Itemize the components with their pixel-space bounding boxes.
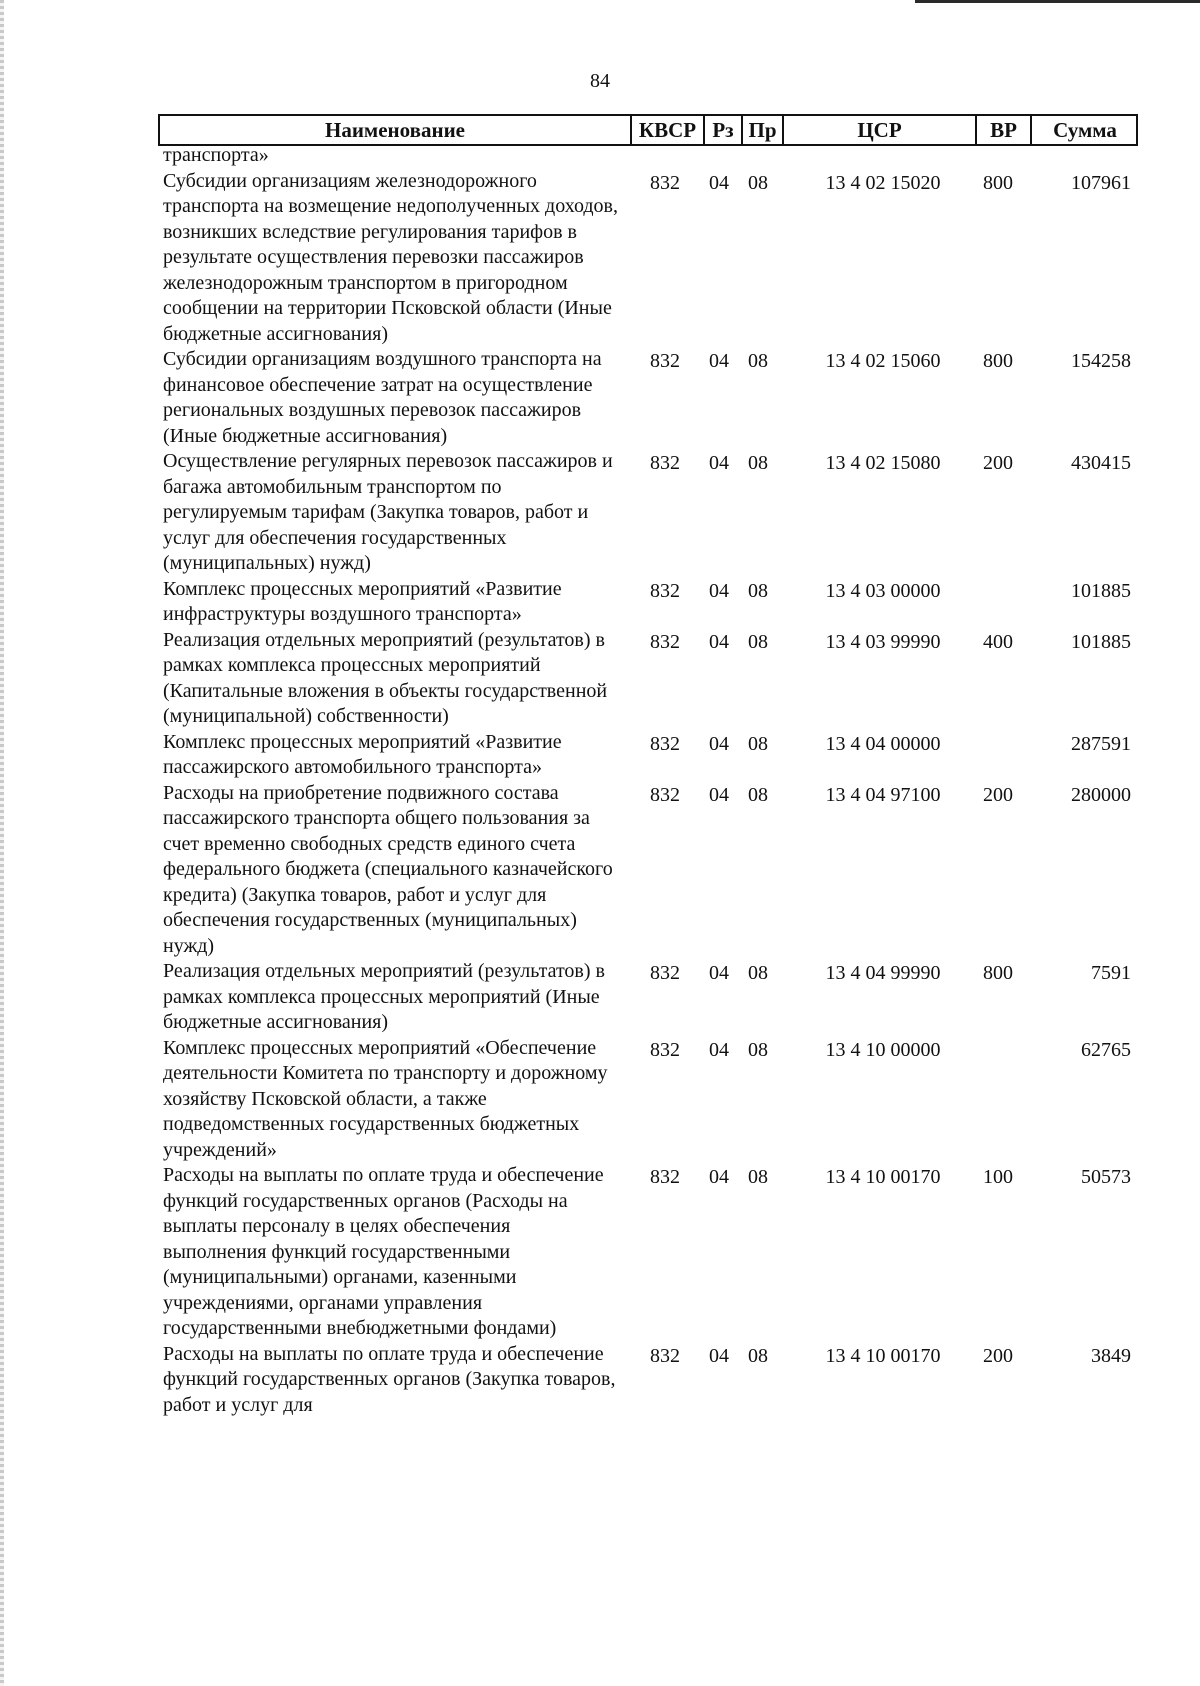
row-kvsr: 832 [650, 350, 680, 372]
row-name: Расходы на выплаты по оплате труда и обеспечение функций государственных органов (Закупка товаров, работ и услуг для [163, 1342, 616, 1416]
row-rz: 04 [709, 732, 729, 755]
table-row [163, 730, 1133, 781]
row-sum: 3849 [1091, 1344, 1131, 1367]
row-name: Реализация отдельных мероприятий (результатов) в рамках комплекса процессных мероприятий (Капитальные вложения в объекты государственной (муниципальной) собственности) [163, 628, 608, 727]
row-csr: 13 4 10 00000 [825, 1038, 941, 1061]
row-csr: 13 4 10 00170 [825, 1344, 941, 1367]
table-rows [163, 169, 1133, 1419]
row-sum: 101885 [1071, 630, 1131, 653]
row-kvsr: 832 [650, 1038, 680, 1061]
table-row [163, 169, 1133, 348]
row-sum: 287591 [1071, 732, 1131, 755]
row-csr: 13 4 03 00000 [825, 579, 941, 602]
row-rz: 04 [709, 962, 729, 984]
row-sum: 7591 [1091, 962, 1131, 984]
row-pr: 08 [748, 452, 768, 474]
row-kvsr: 832 [650, 171, 680, 194]
row-vr: 100 [983, 1166, 1013, 1188]
row-rz: 04 [709, 452, 729, 474]
header-kvsr: КВСР [630, 116, 703, 144]
row-csr: 13 4 04 00000 [825, 732, 941, 755]
row-kvsr: 832 [650, 630, 680, 653]
header-rz: Рз [703, 116, 741, 144]
row-rz: 04 [709, 630, 729, 653]
row-sum: 62765 [1081, 1038, 1131, 1061]
row-name: Комплекс процессных мероприятий «Развитие инфраструктуры воздушного транспорта» [163, 577, 562, 625]
table-row [163, 577, 1133, 628]
table-body [163, 143, 1133, 1418]
row-name: Осуществление регулярных перевозок пассажиров и багажа автомобильным транспортом по регулируемым тарифам (Закупка товаров, работ и услуг для обеспечения государственных (муниципальных) нужд) [163, 450, 613, 574]
row-pr: 08 [748, 783, 768, 806]
row-pr: 08 [748, 630, 768, 653]
table-row [163, 347, 1133, 449]
row-pr: 08 [748, 1166, 768, 1188]
row-pr: 08 [748, 1344, 768, 1367]
row-name: Субсидии организациям железнодорожного транспорта на возмещение недополученных доходов, возникших вследствие регулирования тарифов в результате осуществления перевозки пассажиров железнодорожным транспортом в пригородном сообщении на территории Псковской области (Иные бюджетные ассигнования) [163, 169, 618, 345]
row-vr: 800 [983, 171, 1013, 194]
row-name: Расходы на выплаты по оплате труда и обеспечение функций государственных органов (Расходы на выплаты персоналу в целях обеспечения выполнения функций государственными (муниципальными) органами, казенными учреждениями, органами управления государственными внебюджетными фондами) [163, 1164, 604, 1339]
row-vr: 400 [983, 630, 1013, 653]
row-name: Комплекс процессных мероприятий «Развитие пассажирского автомобильного транспорта» [163, 730, 562, 778]
row-pr: 08 [748, 171, 768, 194]
row-rz: 04 [709, 171, 729, 194]
row-vr: 200 [983, 783, 1013, 806]
row-csr: 13 4 02 15020 [825, 171, 941, 194]
row-vr: 800 [983, 350, 1013, 372]
row-csr: 13 4 02 15060 [825, 350, 941, 372]
row-pr: 08 [748, 732, 768, 755]
header-pr: Пр [741, 116, 782, 144]
row-name: Реализация отдельных мероприятий (результатов) в рамках комплекса процессных мероприятий (Иные бюджетные ассигнования) [163, 960, 605, 1033]
row-csr: 13 4 10 00170 [825, 1166, 941, 1188]
table-row [163, 449, 1133, 577]
table-row [163, 959, 1133, 1036]
row-vr: 800 [983, 962, 1013, 984]
row-kvsr: 832 [650, 452, 680, 474]
row-kvsr: 832 [650, 1344, 680, 1367]
table-row [163, 1036, 1133, 1164]
table-row [163, 1163, 1133, 1342]
row-csr: 13 4 04 97100 [825, 783, 941, 806]
row-sum: 430415 [1071, 452, 1131, 474]
scan-mark [915, 0, 1200, 3]
row-rz: 04 [709, 1166, 729, 1188]
continuation-text: транспорта» [163, 144, 269, 166]
row-kvsr: 832 [650, 783, 680, 806]
row-rz: 04 [709, 350, 729, 372]
row-csr: 13 4 02 15080 [825, 452, 941, 474]
row-rz: 04 [709, 579, 729, 602]
page-number: 84 [590, 70, 610, 92]
row-pr: 08 [748, 350, 768, 372]
header-vr: ВР [975, 116, 1030, 144]
row-kvsr: 832 [650, 962, 680, 984]
row-rz: 04 [709, 1344, 729, 1367]
row-name: Комплекс процессных мероприятий «Обеспечение деятельности Комитета по транспорту и дорожному хозяйству Псковской области, а также подведомственных государственных бюджетных учреждений» [163, 1036, 608, 1161]
row-csr: 13 4 03 99990 [825, 630, 941, 653]
row-sum: 154258 [1071, 350, 1131, 372]
row-sum: 107961 [1071, 171, 1131, 194]
row-sum: 50573 [1081, 1166, 1131, 1188]
header-csr: ЦСР [782, 116, 975, 144]
row-pr: 08 [748, 579, 768, 602]
row-sum: 101885 [1071, 579, 1131, 602]
row-sum: 280000 [1071, 783, 1131, 806]
row-pr: 08 [748, 962, 768, 984]
row-vr: 200 [983, 452, 1013, 474]
row-rz: 04 [709, 1038, 729, 1061]
row-vr: 200 [983, 1344, 1013, 1367]
header-sum: Сумма [1030, 116, 1138, 144]
row-kvsr: 832 [650, 579, 680, 602]
row-rz: 04 [709, 783, 729, 806]
row-kvsr: 832 [650, 1166, 680, 1188]
row-pr: 08 [748, 1038, 768, 1061]
row-csr: 13 4 04 99990 [825, 962, 941, 984]
row-name: Расходы на приобретение подвижного состава пассажирского транспорта общего пользования за счет временно свободных средств единого счета федерального бюджета (специального казначейского кредита) (Закупка товаров, работ и услуг для обеспечения государственных (муниципальных) нужд) [163, 781, 613, 957]
table-row [163, 781, 1133, 960]
row-name: Субсидии организациям воздушного транспорта на финансовое обеспечение затрат на осуществление региональных воздушных перевозок пассажиров (Иные бюджетные ассигнования) [163, 348, 602, 447]
scan-edge [0, 0, 4, 1686]
row-kvsr: 832 [650, 732, 680, 755]
table-row [163, 628, 1133, 730]
table-row [163, 1342, 1133, 1419]
table-header [158, 114, 1138, 146]
header-name: Наименование [325, 118, 465, 142]
